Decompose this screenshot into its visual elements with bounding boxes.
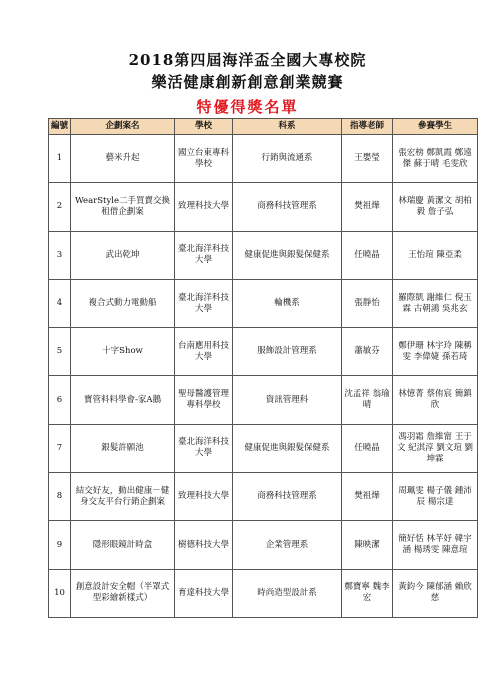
table-row — [49, 376, 478, 424]
cell-number: 2 — [49, 183, 71, 231]
cell-students: 周珮雯 楊子儀 鍾沛辰 楊宗達 — [393, 473, 478, 521]
cell-department: 商務科技管理系 — [233, 183, 342, 231]
cell-department: 服飾設計管理系 — [233, 328, 342, 376]
cell-project: 隱形眼鏡計時盒 — [71, 521, 175, 569]
column-header-department: 科系 — [233, 119, 342, 135]
document-title-line1: 2018第四屆海洋盃全國大專校院 — [128, 51, 367, 69]
cell-school: 台南應用科技大學 — [175, 328, 233, 376]
cell-students: 王怡瑄 陳亞柔 — [393, 231, 478, 279]
cell-number: 6 — [49, 376, 71, 424]
table-row — [49, 424, 478, 472]
table-row — [49, 231, 478, 279]
cell-students: 林憶菁 蔡侑宸 簡鎮欣 — [393, 376, 478, 424]
cell-school: 臺北海洋科技大學 — [175, 279, 233, 327]
cell-school: 育達科技大學 — [175, 569, 233, 617]
cell-school: 臺北海洋科技大學 — [175, 231, 233, 279]
table-row — [49, 521, 478, 569]
cell-students: 羅際凱 謝維仁 倪玉霖 古朝鴻 吳兆玄 — [393, 279, 478, 327]
cell-number: 3 — [49, 231, 71, 279]
cell-students: 簡好恬 林芊妤 韓宇涵 楊琇雯 陳意瑄 — [393, 521, 478, 569]
cell-department: 時尚造型設計系 — [233, 569, 342, 617]
award-table — [48, 118, 478, 618]
cell-school: 致理科技大學 — [175, 183, 233, 231]
cell-students: 黃鈞今 陳郁涵 賴欣慈 — [393, 569, 478, 617]
cell-project: 十字Show — [71, 328, 175, 376]
cell-number: 7 — [49, 424, 71, 472]
cell-department: 健康促進與銀髮保健系 — [233, 424, 342, 472]
cell-number: 1 — [49, 135, 71, 183]
cell-department: 健康促進與銀髮保健系 — [233, 231, 342, 279]
cell-department: 輪機系 — [233, 279, 342, 327]
cell-number: 8 — [49, 473, 71, 521]
cell-school: 臺北海洋科技大學 — [175, 424, 233, 472]
cell-advisor: 任曉晶 — [342, 424, 393, 472]
column-header-project: 企劃案名 — [71, 119, 175, 135]
cell-project: WearStyle二手買賣交換租借企劃案 — [71, 183, 175, 231]
cell-number: 9 — [49, 521, 71, 569]
table-row — [49, 183, 478, 231]
table-row — [49, 279, 478, 327]
cell-school: 聖母醫護管理專科學校 — [175, 376, 233, 424]
cell-students: 張宏榜 鄭凱霞 鄭遠傑 蘇于晴 毛雯欣 — [393, 135, 478, 183]
cell-advisor: 鄭寶寧 魏李宏 — [342, 569, 393, 617]
cell-project: 銀髮許願池 — [71, 424, 175, 472]
cell-students: 馮羽霜 詹維甯 王于文 紀淇淳 劉文瑄 劉坤霖 — [393, 424, 478, 472]
cell-school: 樹德科技大學 — [175, 521, 233, 569]
cell-department: 商務科技管理系 — [233, 473, 342, 521]
award-list-subtitle: 特優得獎名單 — [196, 98, 299, 116]
cell-department: 企業管理系 — [233, 521, 342, 569]
column-header-students: 參賽學生 — [393, 119, 478, 135]
column-header-school: 學校 — [175, 119, 233, 135]
table-row — [49, 328, 478, 376]
cell-advisor: 樊祖燁 — [342, 473, 393, 521]
cell-project: 結交好友，動出健康－健身交友平台行銷企劃案 — [71, 473, 175, 521]
cell-students: 林瑞慶 黃潔文 胡柏毅 詹子弘 — [393, 183, 478, 231]
cell-advisor: 張靜怡 — [342, 279, 393, 327]
cell-project: 複合式動力電動船 — [71, 279, 175, 327]
cell-advisor: 陳映潔 — [342, 521, 393, 569]
table-row — [49, 569, 478, 617]
column-header-advisor: 指導老師 — [342, 119, 393, 135]
cell-department: 資訊管理科 — [233, 376, 342, 424]
cell-advisor: 蕭敏芬 — [342, 328, 393, 376]
document-title-line2: 樂活健康創新創意創業競賽 — [151, 73, 344, 91]
table-row — [49, 473, 478, 521]
cell-project: 寶管料料學會-家A鵝 — [71, 376, 175, 424]
cell-advisor: 任曉晶 — [342, 231, 393, 279]
cell-advisor: 樊祖燁 — [342, 183, 393, 231]
cell-number: 10 — [49, 569, 71, 617]
cell-project: 藝米升起 — [71, 135, 175, 183]
cell-school: 致理科技大學 — [175, 473, 233, 521]
cell-school: 國立台東專科學校 — [175, 135, 233, 183]
cell-department: 行銷與流通系 — [233, 135, 342, 183]
cell-number: 4 — [49, 279, 71, 327]
table-header-row — [49, 119, 478, 135]
cell-project: 創意設計安全帽（半罩式型彩繪新樣式） — [71, 569, 175, 617]
cell-advisor: 沈孟祥 翁瑜晴 — [342, 376, 393, 424]
cell-number: 5 — [49, 328, 71, 376]
cell-project: 武出乾坤 — [71, 231, 175, 279]
column-header-number: 編號 — [49, 119, 71, 135]
cell-students: 鄭伊珊 林宇玲 陳稱雯 李偉婕 孫若琦 — [393, 328, 478, 376]
cell-advisor: 王嬰瑩 — [342, 135, 393, 183]
table-row — [49, 135, 478, 183]
